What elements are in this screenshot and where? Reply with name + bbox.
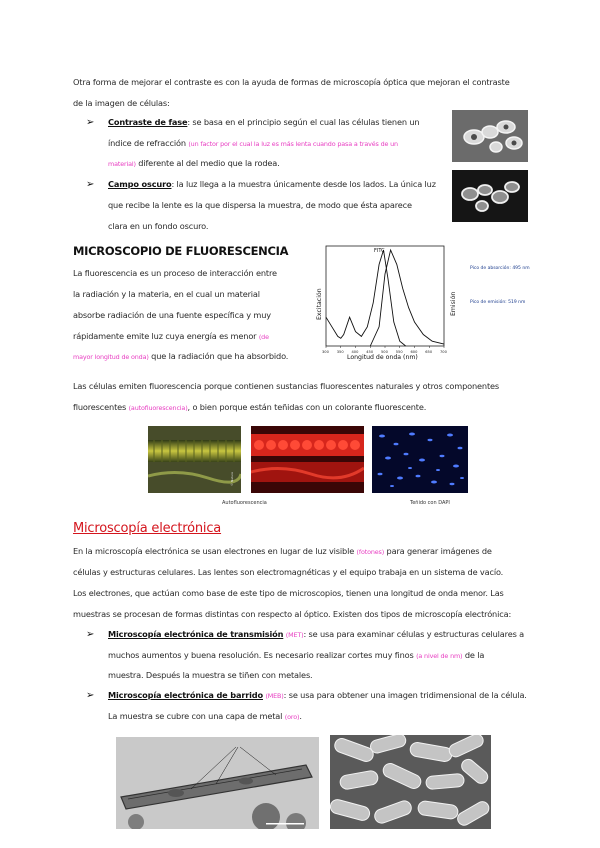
x-tick-label: 650 [425,350,433,354]
met-2-pink: (a nivel de nm) [416,652,463,660]
phase-title: Contraste de fase [108,117,188,127]
tem-image [116,737,319,829]
fluor-l4: rápidamente emite luz cuya energía es menor [73,331,257,341]
met-2a: muchos aumentos y buena resolución. Es necesario realizar cortes muy finos [108,650,414,660]
intro-line-2: de la imagen de células: [73,98,170,108]
fluor-line-5 [73,351,288,363]
caption-dapi: Teñido con DAPI [410,500,450,506]
x-tick-label: 550 [395,350,403,354]
fluor-line-3: absorbe radiación de una fuente específica y muy [73,310,271,320]
phase-contrast-image [452,110,528,162]
chart-ylabel-left: Excitación [316,288,323,320]
dark-text-1: : la luz llega a la muestra únicamente desde los lados. La única luz [171,179,436,189]
series-line-emission [370,250,444,346]
phase-text-2b: diferente al del medio que la rodea. [138,158,280,168]
caption-autofluorescence: Autofluorescencia [222,500,267,506]
fluor-l5: que la radiación que ha absorbido. [151,351,289,361]
dark-line-3: clara en un fondo oscuro. [108,221,209,231]
fluorescence-spectrum-chart [312,240,462,362]
meb-abbr: (MEB) [265,692,284,700]
fluor-p2-line-1: Las células emiten fluorescencia porque contienen sustancias fluorescentes naturales y otros componentes [73,381,500,391]
phase-text-2a: índice de refracción [108,138,186,148]
dark-line-1 [108,179,436,190]
series-line-excitation [326,250,406,346]
dark-field-image [452,170,528,222]
met-line-2 [108,650,484,662]
x-tick-label: 450 [366,350,374,354]
intro-line-1: Otra forma de mejorar el contraste es con la ayuda de formas de microscopía óptica que mejoran el contraste [73,77,510,87]
meb-title: Microscopía electrónica de barrido [108,690,263,700]
fluor-l4-pink: (de [258,333,269,341]
chart-title: FITC [374,248,385,254]
fluorescence-image-blue [372,426,468,493]
bullet-arrow-icon: ➢ [86,629,95,640]
phase-line-3 [108,158,280,170]
x-tick-label: 350 [336,350,344,354]
elec-l1b: para generar imágenes de [386,546,492,556]
met-text-1: : se usa para examinar células y estructuras celulares a [303,629,525,639]
x-tick-label: 500 [381,350,388,354]
meb-line-2 [108,711,302,723]
sem-image [330,735,491,829]
elec-line-1 [73,546,492,558]
fluorescence-heading: MICROSCOPIO DE FLUORESCENCIA [73,244,289,258]
fluor-p2-pink: (autofluorescencia) [128,404,188,412]
fluorescence-image-yellow [148,426,241,493]
chart-ylabel-right: Emisión [450,291,457,316]
elec-l1-pink: (fotones) [356,548,385,556]
phase-pink-2: material) [108,160,136,168]
met-line-1 [108,629,524,641]
fluor-l5-pink: mayor longitud de onda) [73,353,149,361]
x-tick-label: 400 [351,350,359,354]
phase-pink-1: (un factor por el cual la luz es más lenta cuando pasa a través de un [188,140,398,148]
elec-l1a: En la microscopía electrónica se usan electrones en lugar de luz visible [73,546,355,556]
met-abbr: (MET) [285,631,304,639]
meb-line-1 [108,690,527,702]
dark-title: Campo oscuro [108,179,172,189]
meb-2-pink: (oro) [284,713,300,721]
bullet-arrow-icon: ➢ [86,179,95,190]
elec-line-4: muestras se procesan de formas distintas con respecto al óptico. Existen dos tipos de microscopía electrónica: [73,609,512,619]
fluor-watermark: © Nature [230,471,234,486]
x-tick-label: 600 [410,350,418,354]
bullet-arrow-icon: ➢ [86,690,95,701]
fluor-p2b: fluorescentes [73,402,127,412]
meb-2: La muestra se cubre con una capa de metal [108,711,283,721]
legend-excitation: Pico de absorción: 495 nm [470,266,530,271]
phase-line-2 [108,138,398,150]
meb-text-1: : se usa para obtener una imagen tridimensional de la célula. [283,690,527,700]
chart-xlabel: Longitud de onda (nm) [347,354,418,361]
met-2b: de la [464,650,485,660]
fluorescence-image-red [251,426,364,493]
bullet-arrow-icon: ➢ [86,117,95,128]
legend-emission: Pico de emisión: 519 nm [470,300,526,305]
phase-text-1: : se basa en el principio según el cual las células tienen un [187,117,420,127]
fluor-p2c: , o bien porque están teñidas con un colorante fluorescente. [187,402,427,412]
x-tick-label: 700 [440,350,447,354]
fluor-line-1: La fluorescencia es un proceso de interacción entre [73,268,277,278]
fluor-p2-line-2 [73,402,426,414]
elec-line-3: Los electrones, que actúan como base de este tipo de microscopios, tienen una longitud de onda menor. Las [73,588,504,598]
phase-line-1 [108,117,419,128]
elec-line-2: células y estructuras celulares. Las lentes son electromagnéticas y el equipo trabaja en un sistema de vacío. [73,567,504,577]
electron-microscopy-heading: Microscopía electrónica [73,521,222,536]
dark-line-2: que recibe la lente es la que dispersa la muestra, de modo que ésta aparece [108,200,412,210]
x-tick-label: 300 [322,350,329,354]
met-title: Microscopía electrónica de transmisión [108,629,284,639]
met-line-3: muestra. Después la muestra se tiñen con metales. [108,670,313,680]
fluor-line-4 [73,331,269,343]
fluor-line-2: la radiación y la materia, en el cual un material [73,289,260,299]
meb-2-end: . [299,711,302,721]
